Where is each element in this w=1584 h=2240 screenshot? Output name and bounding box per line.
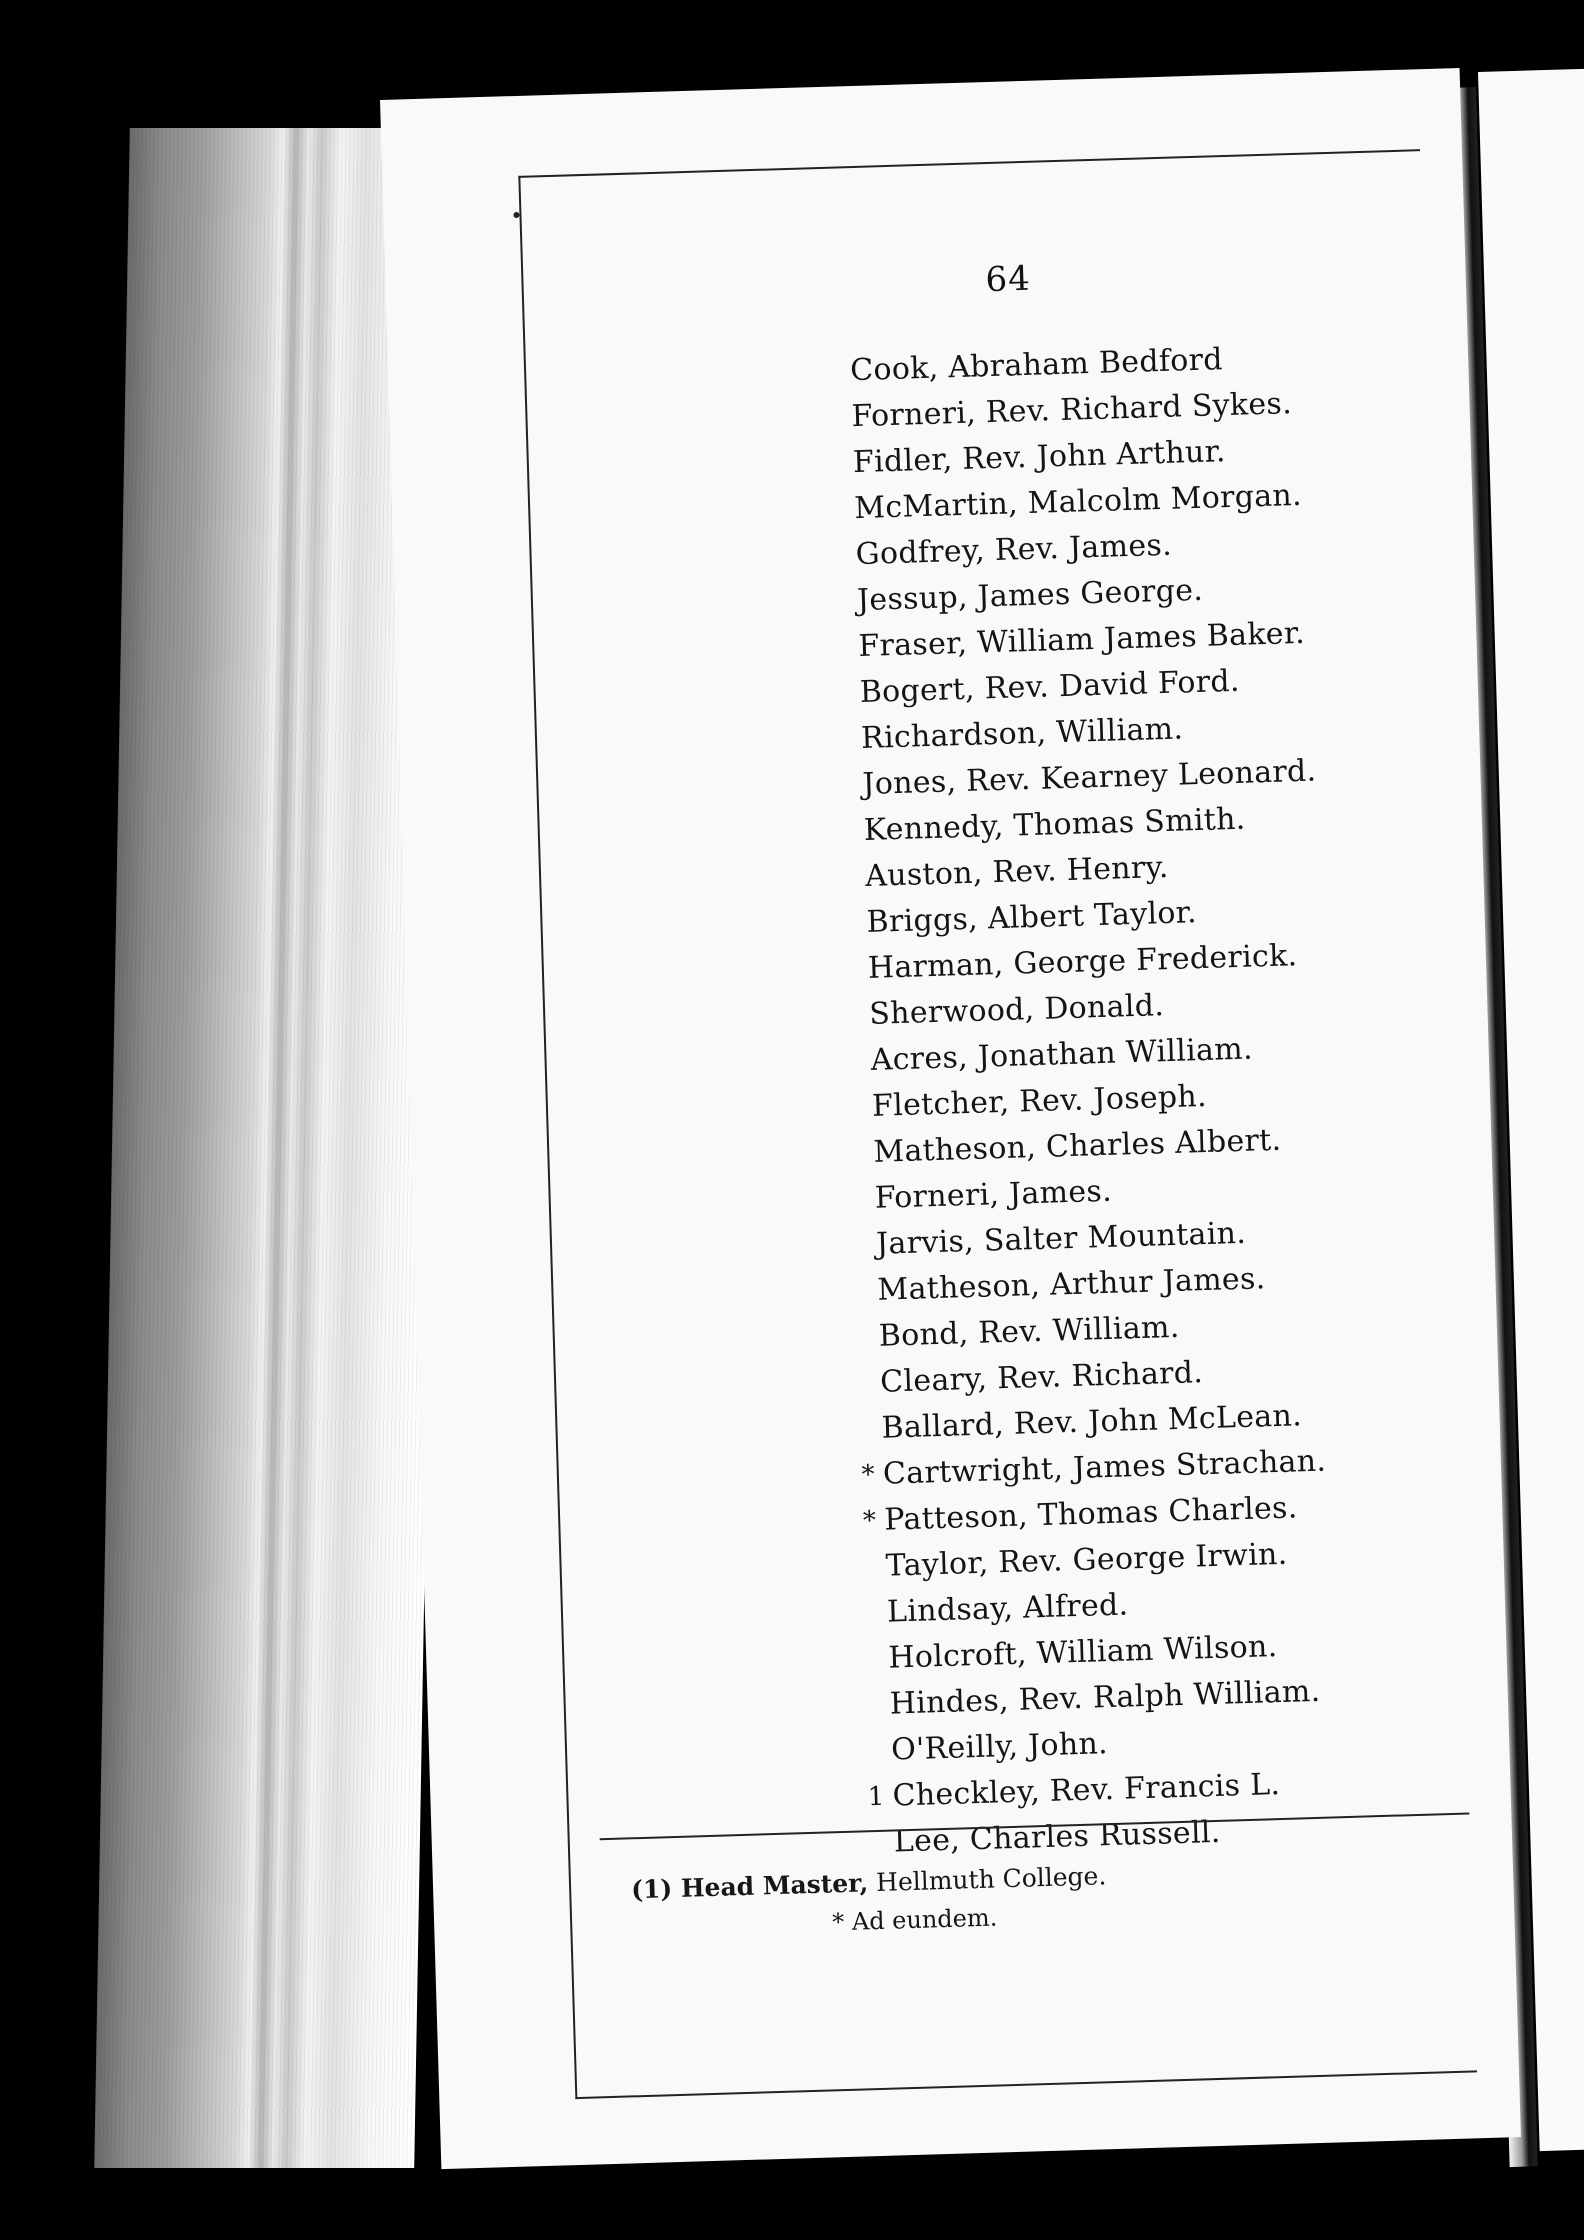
entry-name: Jones, Rev. Kearney Leonard. (861, 753, 1317, 802)
entry-mark (853, 1682, 881, 1683)
printed-page (380, 68, 1521, 2169)
footnote-label: (1) Head Master, (630, 1868, 869, 1905)
entry-name: Taylor, Rev. George Irwin. (885, 1536, 1288, 1584)
entry-mark (815, 394, 843, 395)
entry-name: Checkley, Rev. Francis L. (892, 1767, 1281, 1814)
entry-name: Bond, Rev. William. (878, 1309, 1181, 1354)
entry-mark (822, 624, 850, 625)
entry-name: Kennedy, Thomas Smith. (863, 801, 1246, 848)
entry-name: Cleary, Rev. Richard. (879, 1355, 1204, 1400)
entry-mark (830, 900, 858, 901)
entry-name: Jessup, James George. (856, 572, 1204, 619)
entry-name: Cook, Abraham Bedford (849, 342, 1224, 389)
entry-name: Jarvis, Salter Mountain. (875, 1215, 1247, 1262)
entry-name: Lee, Charles Russell. (893, 1814, 1222, 1860)
entry-mark (827, 808, 855, 809)
entry-name: Godfrey, Rev. James. (855, 527, 1173, 573)
entry-mark (841, 1268, 869, 1269)
footnotes (631, 1861, 1108, 1942)
entry-mark (852, 1636, 880, 1637)
entry-mark (814, 348, 842, 349)
entry-mark (819, 532, 847, 533)
entry-mark (855, 1728, 883, 1729)
entry-name: Harman, George Frederick. (867, 938, 1298, 986)
entry-mark: * (861, 1459, 876, 1491)
entry-mark (844, 1360, 872, 1361)
entry-mark (840, 1222, 868, 1223)
entry-name: Hindes, Rev. Ralph William. (889, 1673, 1321, 1722)
entry-name: Forneri, James. (874, 1173, 1113, 1216)
entry-name: Fraser, William James Baker. (857, 615, 1306, 665)
entry-mark (837, 1130, 865, 1131)
entry-name: Ballard, Rev. John McLean. (881, 1398, 1303, 1446)
entry-name: Matheson, Charles Albert. (872, 1122, 1282, 1170)
names-list (850, 329, 1535, 1865)
entry-name: Fletcher, Rev. Joseph. (871, 1078, 1208, 1124)
entry-mark (834, 1038, 862, 1039)
entry-mark (829, 854, 857, 855)
entry-name: Patteson, Thomas Charles. (883, 1490, 1299, 1538)
entry-mark (831, 946, 859, 947)
entry-name: Acres, Jonathan William. (870, 1031, 1254, 1078)
entry-name: McMartin, Malcolm Morgan. (853, 477, 1303, 527)
entry-mark (842, 1314, 870, 1315)
entry-name: Cartwright, James Strachan. (882, 1443, 1327, 1492)
entry-mark (845, 1406, 873, 1407)
entry-name: Bogert, Rev. David Ford. (859, 663, 1241, 711)
entry-name: Sherwood, Donald. (868, 988, 1165, 1032)
entry-mark (816, 440, 844, 441)
entry-name: Matheson, Arthur James. (877, 1261, 1267, 1308)
entry-name: Lindsay, Alfred. (886, 1587, 1129, 1630)
entry-mark (818, 486, 846, 487)
footnote-ad-eundem: * Ad eundem. (831, 1903, 998, 1937)
entry-mark (823, 670, 851, 671)
entry-name: Briggs, Albert Taylor. (866, 895, 1198, 940)
entry-mark (820, 578, 848, 579)
entry-mark (833, 992, 861, 993)
entry-name: Auston, Rev. Henry. (864, 849, 1170, 894)
entry-mark: 1 (867, 1781, 886, 1813)
entry-mark: * (862, 1505, 877, 1537)
entry-mark (835, 1084, 863, 1085)
entry-name: Fidler, Rev. John Arthur. (852, 434, 1227, 481)
entry-name: Forneri, Rev. Richard Sykes. (851, 386, 1293, 435)
page-frame (518, 149, 1477, 2099)
footnote-text: Hellmuth College. (867, 1861, 1107, 1898)
entry-mark (838, 1176, 866, 1177)
footnote-head-master (631, 1861, 1107, 1904)
entry-mark (850, 1590, 878, 1591)
entry-mark (826, 762, 854, 763)
entry-name: Richardson, William. (860, 711, 1184, 756)
entry-name: Holcroft, William Wilson. (887, 1629, 1278, 1676)
page-number: 64 (985, 258, 1032, 301)
entry-mark (825, 716, 853, 717)
entry-name: O'Reilly, John. (890, 1726, 1109, 1768)
